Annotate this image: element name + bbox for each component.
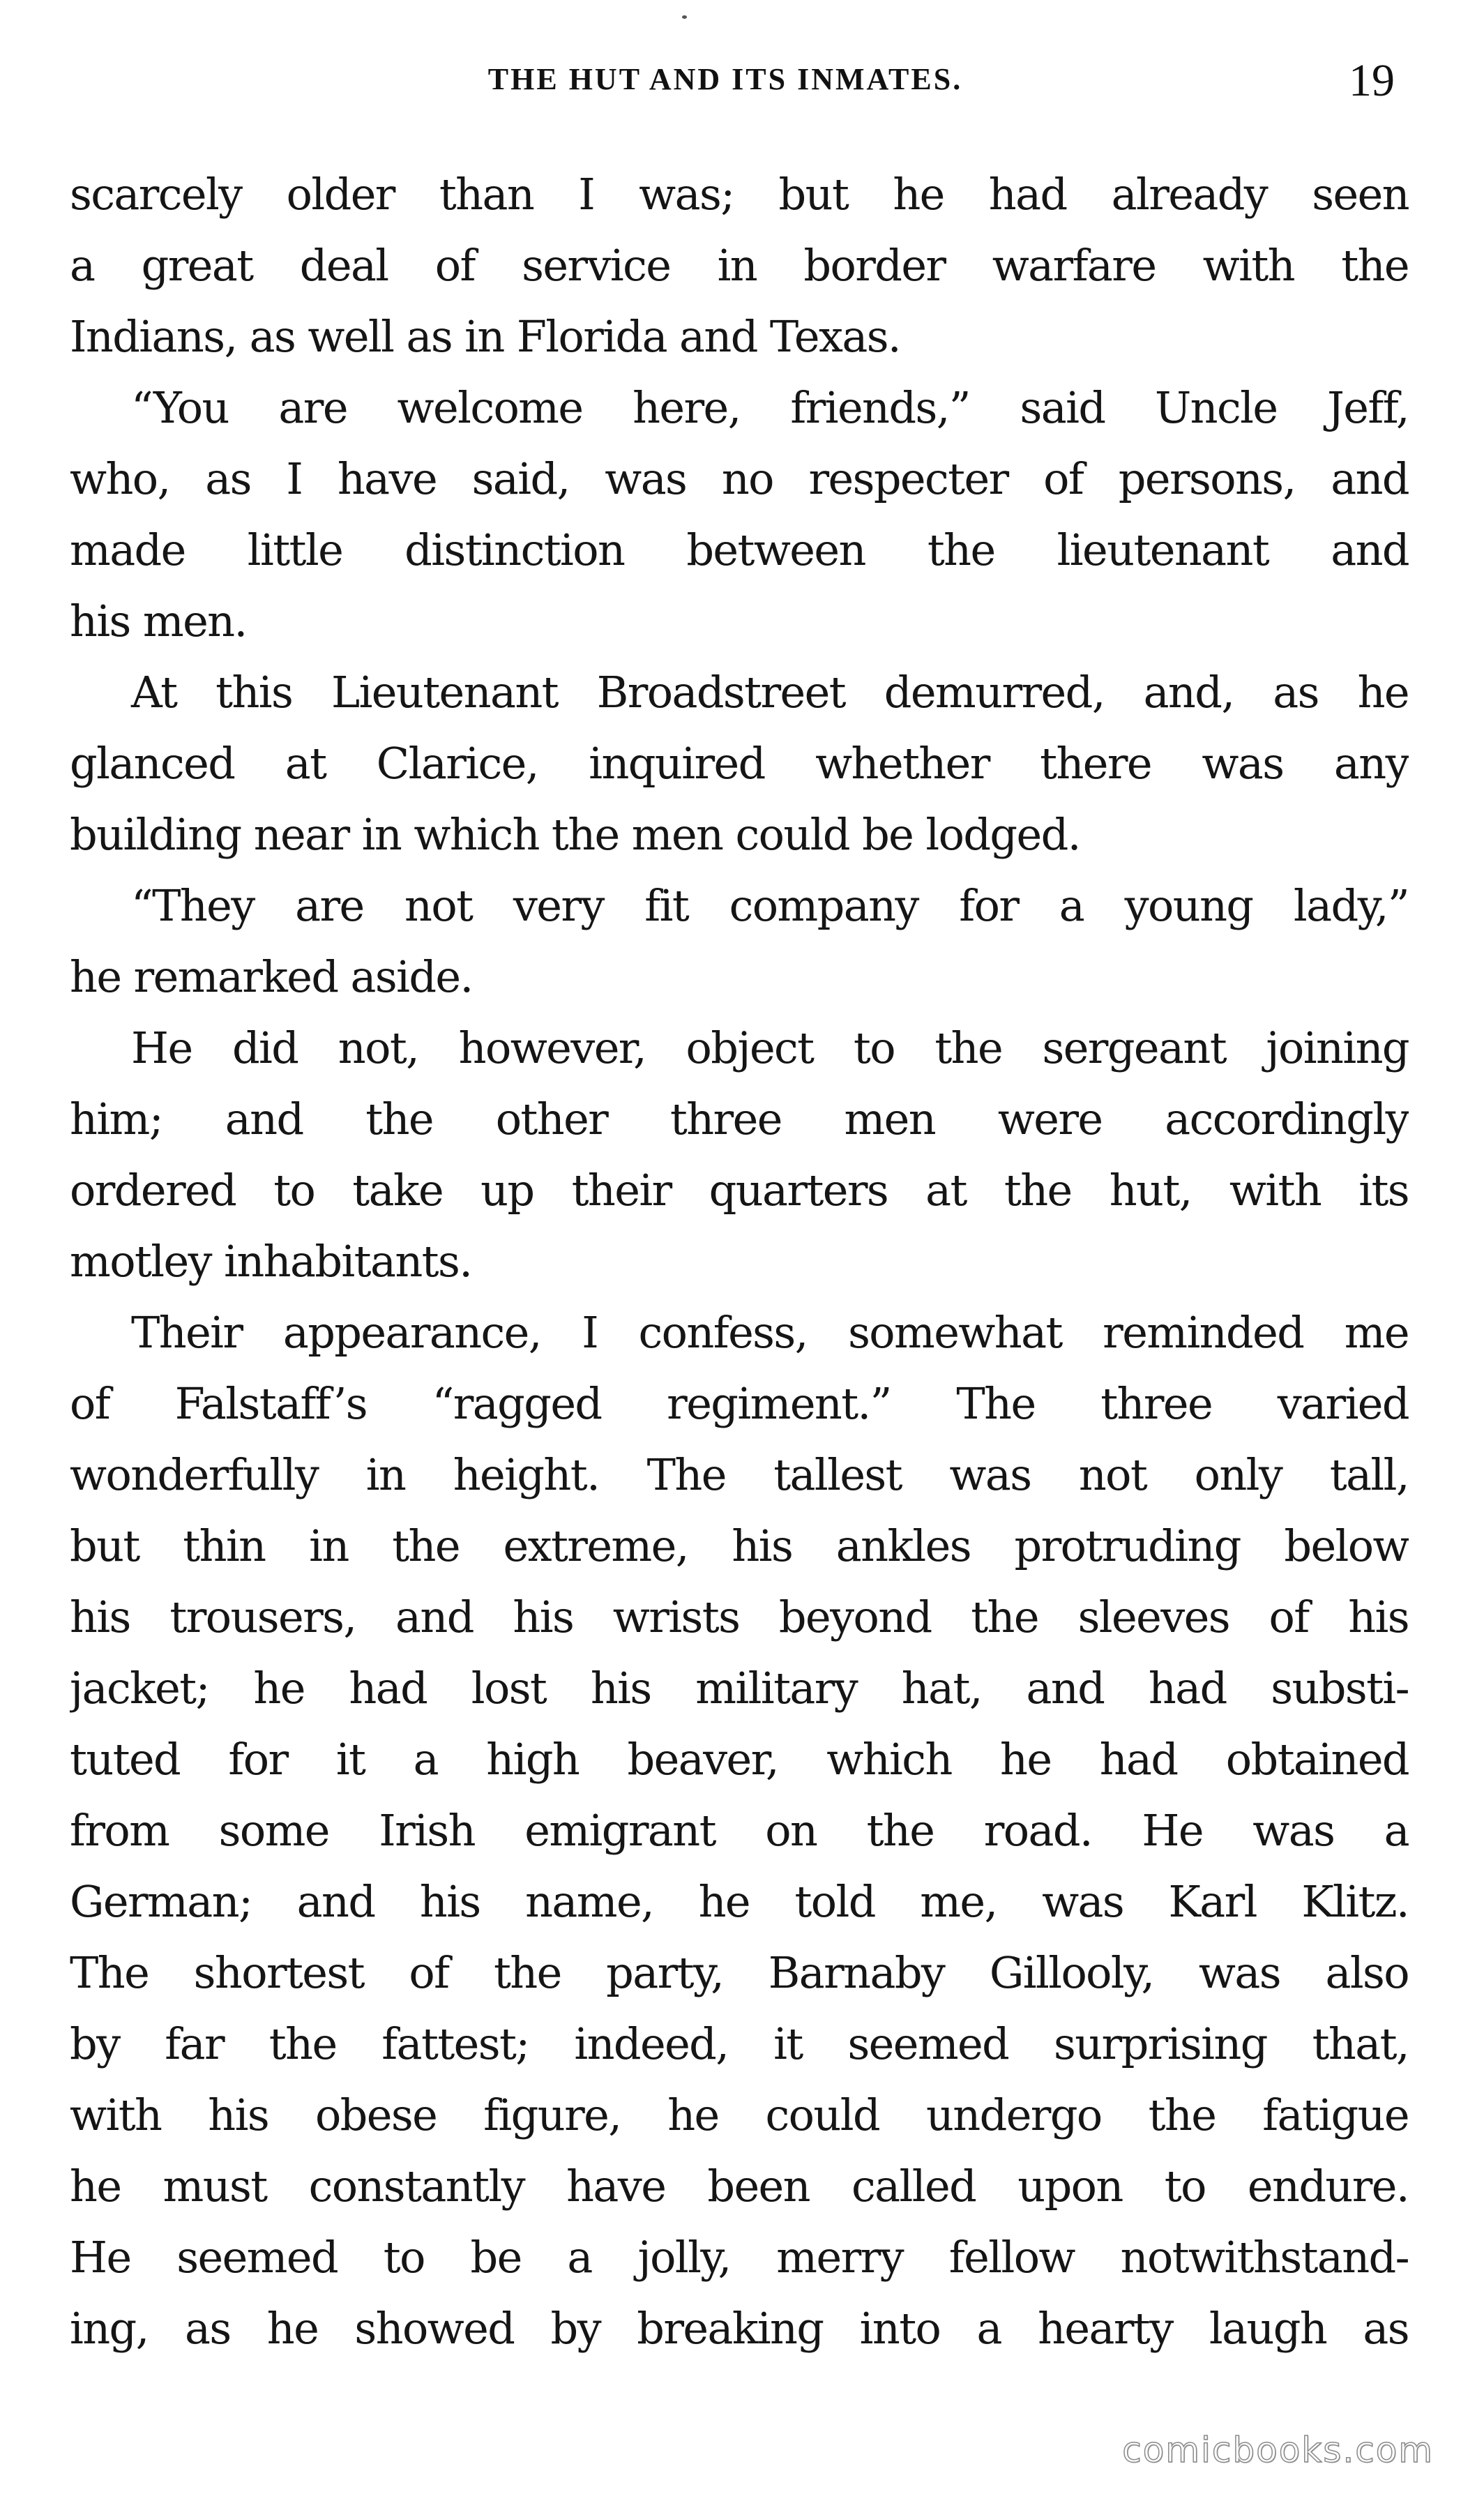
text-line: motley inhabitants. <box>70 1236 472 1287</box>
text-line: made little distinction between the lieutenant and <box>70 524 1409 575</box>
text-line: The shortest of the party, Barnaby Gillooly, was also <box>70 1947 1409 1998</box>
text-line: glanced at Clarice, inquired whether there was any <box>70 738 1409 789</box>
watermark: comicbooks.com <box>1122 2430 1434 2470</box>
text-line: He seemed to be a jolly, merry fellow notwithstand- <box>70 2232 1409 2283</box>
text-line: his trousers, and his wrists beyond the sleeves of his <box>70 1592 1409 1642</box>
text-line: At this Lieutenant Broadstreet demurred, and, as he <box>131 667 1409 718</box>
text-line: He did not, however, object to the sergeant joining <box>131 1022 1409 1073</box>
text-line: him; and the other three men were accordingly <box>70 1094 1409 1144</box>
text-line: ordered to take up their quarters at the hut, with its <box>70 1165 1409 1216</box>
running-header: THE HUT AND ITS INMATES. <box>487 62 963 96</box>
text-line: “They are not very fit company for a young lady,” <box>131 880 1409 931</box>
page-number: 19 <box>1349 55 1395 106</box>
text-line: he must constantly have been called upon to endure. <box>70 2161 1409 2212</box>
ink-speck <box>682 15 687 19</box>
text-line: “You are welcome here, friends,” said Uncle Jeff, <box>131 382 1409 433</box>
text-line: he remarked aside. <box>70 951 473 1002</box>
text-line: German; and his name, he told me, was Karl Klitz. <box>70 1876 1409 1927</box>
text-line: building near in which the men could be lodged. <box>70 809 1080 860</box>
text-line: his men. <box>70 596 247 647</box>
text-line: Indians, as well as in Florida and Texas. <box>70 311 901 362</box>
text-line: ing, as he showed by breaking into a hearty laugh as <box>70 2303 1409 2354</box>
text-line: a great deal of service in border warfare with the <box>70 240 1409 291</box>
text-line: Their appearance, I confess, somewhat reminded me <box>131 1307 1409 1358</box>
text-line: by far the fattest; indeed, it seemed surprising that, <box>70 2018 1409 2069</box>
text-line: scarcely older than I was; but he had already seen <box>70 169 1409 220</box>
text-line: wonderfully in height. The tallest was not only tall, <box>70 1449 1409 1500</box>
text-line: tuted for it a high beaver, which he had obtained <box>70 1734 1409 1785</box>
text-line: from some Irish emigrant on the road. He was a <box>70 1805 1409 1856</box>
text-line: with his obese figure, he could undergo the fatigue <box>70 2090 1409 2140</box>
text-line: who, as I have said, was no respecter of persons, and <box>70 453 1409 504</box>
text-line: jacket; he had lost his military hat, and had substi- <box>70 1663 1409 1714</box>
text-line: of Falstaff’s “ragged regiment.” The three varied <box>70 1378 1409 1429</box>
text-line: but thin in the extreme, his ankles protruding below <box>70 1520 1409 1571</box>
body-text <box>70 159 1409 2364</box>
